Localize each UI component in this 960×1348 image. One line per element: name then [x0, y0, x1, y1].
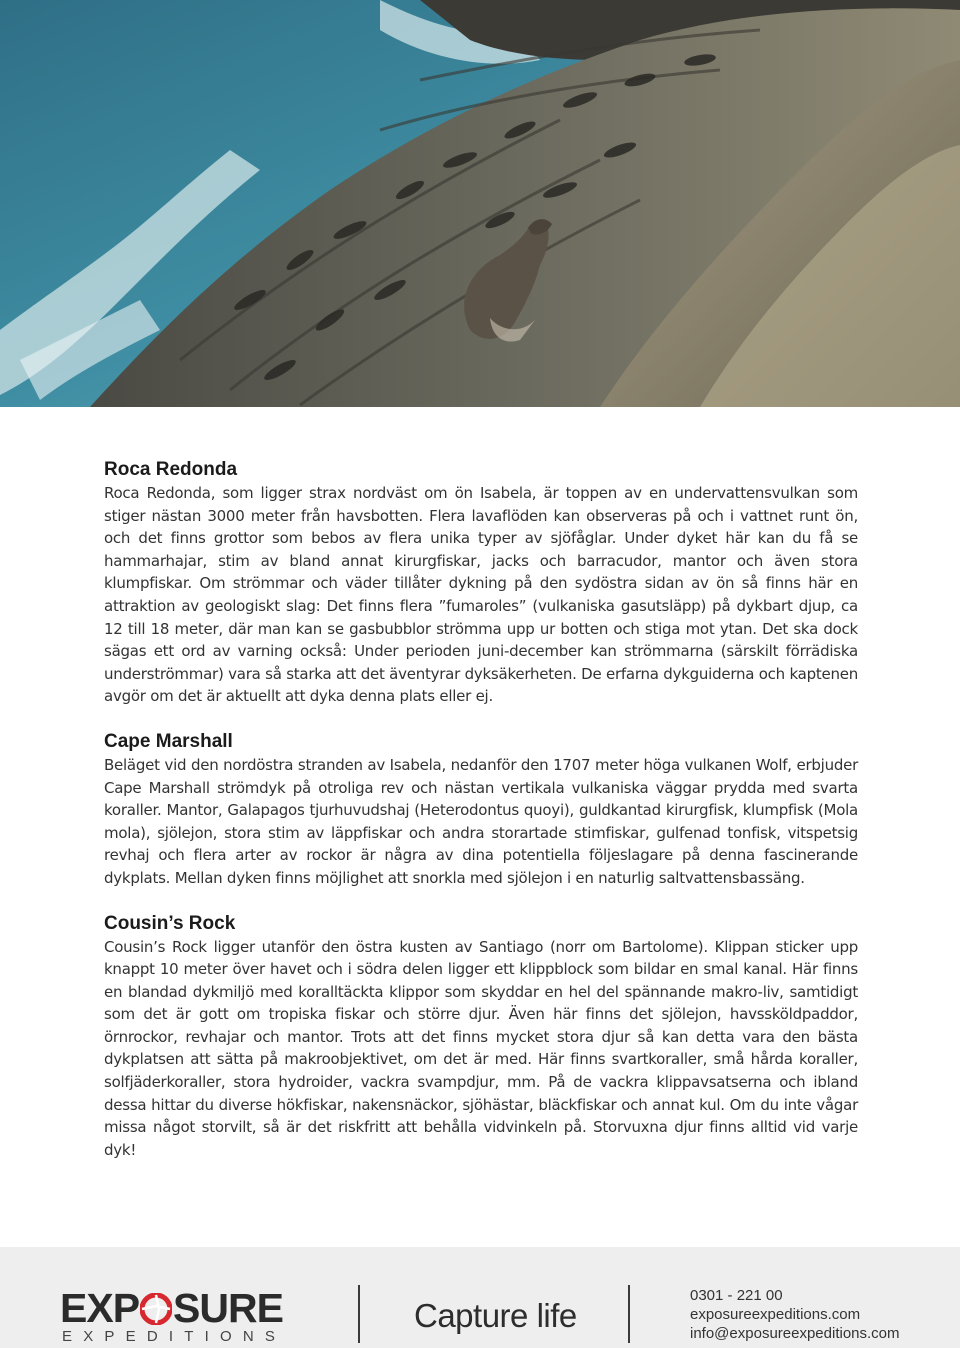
- section-cousins-rock: [104, 912, 858, 1162]
- email-link[interactable]: info@exposureexpeditions.com: [690, 1325, 900, 1342]
- tagline: Capture life: [414, 1297, 577, 1334]
- logo-word-left: EXP: [60, 1285, 140, 1331]
- logo-word-right: SURE: [173, 1285, 283, 1331]
- section-body: Beläget vid den nordöstra stranden av Isabela, nedanför den 1707 meter höga vulkanen Wolf, erbjuder Cape Marshall strömdyk på otroliga rev och nästan vertikala vulkaniska väggar prydda med svarta koraller. Mantor, Galapagos tjurhuvudshaj (Heterodontus quoyi), guldkantad kirurgfisk, klumpfisk (Mola mola), sjölejon, stora stim av läppfiskar och andra storartade stimfiskar, gulfenad tonfisk, vitspetsig revhaj och flera arter av rockor är några av dina potentiella följeslagare på denna fascinerande dykplats. Mellan dyken finns möjlighet att snorkla med sjölejon i en naturlig saltvattensbassäng.: [104, 755, 858, 887]
- section-title: Cousin’s Rock: [104, 912, 236, 934]
- logo-subtitle: EXPEDITIONS: [62, 1328, 287, 1345]
- footer: [0, 1247, 960, 1348]
- section-title: Cape Marshall: [104, 730, 233, 752]
- hero-photo: [0, 0, 960, 407]
- footer-divider: [628, 1285, 630, 1343]
- sea-lion-cliff-image: [0, 0, 960, 407]
- section-body: Roca Redonda, som ligger strax nordväst om ön Isabela, är toppen av en undervattensvulkan som stiger nästan 3000 meter från havsbotten. Flera lavaflöden kan observeras på och i vattnet runt ön, och det finns grottor som bebos av flera unika typer av sjöfåglar. Under dyket här kan du få se hammarhajar, stim av bland annat kirurgfiskar, jacks och barracudor, mantor och även stora klumpfiskar. Om strömmar och väder tillåter dykning på den sydöstra sidan av ön så finns här en attraktion av geologiskt slag: Det finns flera ”fumaroles” (vulkaniska gasutsläpp) på dykbart djup, ca 12 till 18 meter, där man kan se gasbubblor strömma upp ur botten och stiga mot ytan. Det ska dock sägas ett ord av varning också: Under perioden juni-december kan strömmarna (särskilt förrädiska underströmmar) vara så starka att det äventyrar dyksäkerheten. De erfarna dykguiderna och kaptenen avgör om det är aktuellt att dyka denna plats eller ej.: [104, 484, 858, 706]
- logo-wordmark: [60, 1285, 283, 1331]
- phone-number: 0301 - 221 00: [690, 1287, 783, 1304]
- website-link[interactable]: exposureexpeditions.com: [690, 1306, 861, 1323]
- section-cape-marshall: [104, 730, 858, 890]
- footer-divider: [358, 1285, 360, 1343]
- article-content: [104, 458, 858, 1183]
- section-title: Roca Redonda: [104, 459, 238, 480]
- exposure-expeditions-logo: [60, 1285, 287, 1348]
- section-roca-redonda: [104, 458, 858, 708]
- section-body: Cousin’s Rock ligger utanför den östra kusten av Santiago (norr om Bartolome). Klippan sticker upp knappt 10 meter över havet och i södra delen ligger ett klippblock som bildar en smal kanal. Här finns en blandad dykmiljö med koralltäckta klippor som skyddar en hel del spännande makro-liv, samtidigt som det är gott om tropiska fiskar och större djur. Även här finns det sjölejon, havssköldpaddor, örnrockor, revhajar och mantor. Trots att det finns mycket stora djur så kan detta vara den bästa dykplatsen att sätta på makroobjektivet, om det är med. Här finns svartkoraller, små hårda koraller, solfjäderkoraller, stora hydroider, vackra svampdjur, mm. På de vackra klippavsatserna och ibland dessa hittar du diverse hökfiskar, nakensnäckor, sjöhästar, bläckfiskar och annat kul. Om du inte vågar missa något storvilt, så är det riskfritt att behålla vidvinkeln på. Storvuxna djur finns alltid vid varje dyk!: [104, 937, 858, 1159]
- contact-info: [690, 1286, 900, 1343]
- aperture-icon: [140, 1291, 172, 1323]
